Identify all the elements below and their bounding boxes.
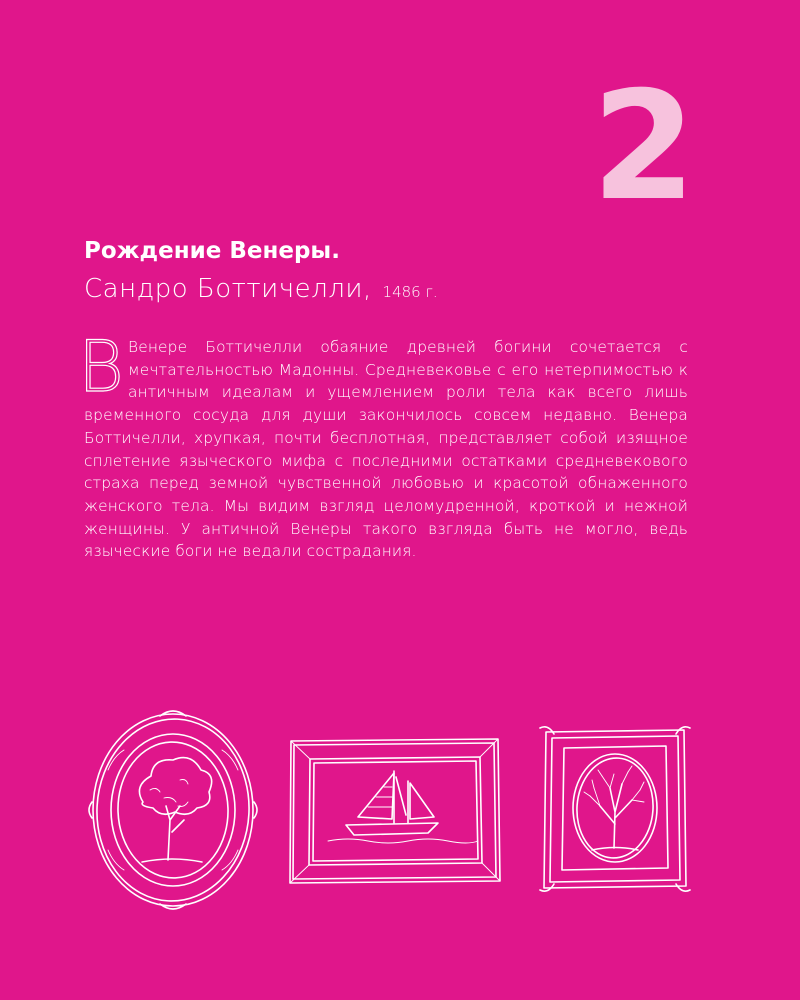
square-frame-tree-icon (540, 726, 690, 892)
chapter-title: Рождение Венеры. (84, 238, 340, 264)
artwork-year: 1486 г. (382, 283, 438, 301)
chapter-subtitle (84, 274, 438, 304)
body-text: Венере Боттичелли обаяние древней богини сочетается с мечтательностью Мадонны. Средневековье с его нетерпимостью к античным идеалам и ущемлением роли тела как всего лишь временного сосуда для души закончилось совсем недавно. Венера Боттичелли, хрупкая, почти бесплотная, представляет собой изящное сплетение языческого мифа с последними остатками средневекового страха перед земной чувственной любовью и красотой обнаженного женского тела. Мы видим взгляд целомудренной, кроткой и нежной женщины. У античной Венеры такого взгляда быть не могло, ведь языческие боги не ведали сострадания. (84, 338, 688, 561)
rect-frame-ship-icon (288, 737, 502, 885)
page-number: 2 (591, 60, 692, 234)
oval-frame-tree-icon (88, 710, 258, 910)
author-name: Сандро Боттичелли, (84, 274, 372, 304)
drop-cap: В (78, 326, 124, 408)
body-paragraph (78, 326, 688, 563)
